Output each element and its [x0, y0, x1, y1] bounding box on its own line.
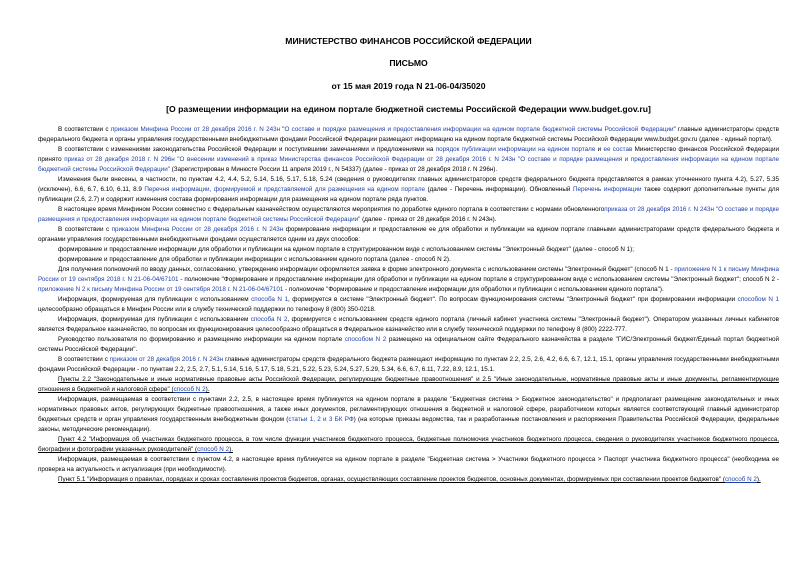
paragraph-text: " главные администраторы средств федерального бюджета и органы управления государственными внебюджетными фондами Российской Федерации размещают информацию на едином портале бюджетной системы Российской Федерации www.budget.gov.ru (далее - единый портал).: [38, 126, 779, 143]
document-link[interactable]: приказом от 28 декабря 2016 г. N 243н: [109, 356, 224, 363]
document-link[interactable]: ее состав: [603, 146, 633, 153]
document-link[interactable]: способом N 2: [344, 336, 387, 343]
paragraph: [38, 475, 779, 485]
paragraph-text: Руководство пользователя по формированию и размещению информации на едином портале: [58, 336, 345, 343]
paragraph: [38, 255, 779, 265]
document-link[interactable]: статьи 1, 2 и 3 БК РФ: [288, 416, 354, 423]
paragraph: [38, 395, 779, 435]
document-link[interactable]: способа N 1: [251, 296, 289, 303]
paragraph-text: размещено на официальном сайте Федерального казначейства в разделе "ГИС/Электронный бюджет/Единый портал бюджетной системы Российской Федерации".: [38, 336, 779, 353]
paragraph-text: и: [595, 146, 604, 153]
paragraph: [38, 175, 779, 205]
document-link[interactable]: приказ от 28 декабря 2018 г. N 296н "О внесении изменений в приказ Министерства финансов Российской Федерации от 28 декабря 2016 г. N 243н "О составе и порядке размещения и предоставления информации на едином портале бюджетной системы Российской Федерации": [38, 156, 779, 173]
paragraph: [38, 435, 779, 455]
paragraph: [38, 375, 779, 395]
paragraph-text: (Зарегистрирован в Минюсте России 11 апреля 2019 г., N 54337) (далее - приказ от 28 декабря 2018 г. N 296н).: [169, 166, 498, 173]
paragraph: [38, 145, 779, 175]
paragraph-text: , формируется с использованием средств единого портала (личный кабинет участника системы "Электронный бюджет"). Оператором указанных личных кабинетов является Федеральное казначейство, по вопросам их функционирования целесообразно обращаться в Федеральное казначейство или в службу технической поддержки по телефону 8 (800) 2222-777.: [38, 316, 779, 333]
paragraph: [38, 245, 779, 255]
paragraph-text: В соответствии с: [58, 126, 111, 133]
paragraph-text: формирование информации и предоставление ее для обработки и публикации на едином портале главными администраторами средств федерального бюджета и органами управления государственными внебюджетными фондами осуществляется одним из двух способов:: [38, 226, 779, 243]
document-link[interactable]: способ N 2: [724, 476, 757, 483]
paragraph: [38, 335, 779, 355]
paragraph-text: Изменения были внесены, в частности, по пунктам 4.2, 4.4, 5.2, 5.14, 5.16, 5.17, 5.18, 5.24 (сведения о руководителях главных администраторов средств федерального бюджета представляется в рамках уточненного пункта 4.2), 5.27, 5.35 (исключен), 6.6, 6.7, 6.10, 6.11, 8.9: [38, 176, 779, 193]
paragraph-text: Министерство финансов Российской Федерации принято: [38, 146, 779, 163]
paragraph-text: (далее - приказ от 28 декабря 2016 г. N 243н).: [360, 216, 497, 223]
paragraph-text: Пункт 5.1 "Информация о правилах, порядках и сроках составления проектов бюджетов, органах, осуществляющих составление проектов бюджетов, основных документах, формируемых при составлении проектов бюджетов" (: [58, 476, 725, 483]
document-link[interactable]: способ N 2: [197, 446, 230, 453]
paragraph: [38, 455, 779, 475]
paragraph: [38, 355, 779, 375]
paragraph-text: ).: [756, 476, 761, 483]
document-link[interactable]: порядок публикации информации на едином портале: [435, 146, 596, 153]
paragraph-text: , формируется в системе "Электронный бюджет". По вопросам функционирования системы "Электронный бюджет" при формировании информации: [288, 296, 738, 303]
paragraph: [38, 125, 779, 145]
document-link[interactable]: приложение N 1 к письму Минфина России от 19 сентября 2018 г. N 21-06-04/67101: [38, 266, 779, 283]
paragraph-text: главные администраторы средств федерального бюджета размещают информацию по пунктам 2.2, 2.5, 2.6, 4.2, 6.6, 6.7, 12.1, 15.1, органы управления государственными внебюджетными фондами Российской Федерации - по пунктам 2.2, 2.5, 2.7, 5.1, 5.14, 5.16, 5.17, 5.18, 5.21, 5.22, 5.23, 5.24, 5.27, 5.29, 5.34, 6.6, 6.7, 6.11, 7.22, 8.9, 12.1, 15.1.: [38, 356, 779, 373]
paragraph-text: ) (на которые приказы ведомства, так и разработанные постановления и распоряжения Правительства Российской Федерации, федеральные законы, методические рекомендации).: [38, 416, 779, 433]
document-link[interactable]: способа N 2: [250, 316, 288, 323]
paragraph-text: В соответствии с изменениями законодательства Российской Федерации и поступившими замечаниями и предложениями на: [58, 146, 436, 153]
document-link[interactable]: приказа от 28 декабря 2016 г. N 243н "О составе и порядке размещения и предоставления информации на едином портале бюджетной системы Российской Федерации": [38, 206, 779, 223]
paragraph-text: - полномочие "Формирование и предоставление информации для обработки и публикации с использованием единого портала").: [283, 286, 664, 293]
paragraph-text: ).: [229, 446, 233, 453]
paragraph-text: формирование и предоставление для обработки и публикации информации с использованием единого портала (далее - способ N 2).: [58, 256, 451, 263]
paragraph-text: В соответствии с: [58, 356, 110, 363]
paragraph-text: Информация, формируемая для публикации с использованием: [58, 296, 252, 303]
paragraph-text: ": [280, 126, 285, 133]
paragraph-text: ).: [205, 386, 210, 393]
document-link[interactable]: приложение N 2 к письму Минфина России от 19 сентября 2018 г. N 21-06-04/67101: [38, 286, 284, 293]
paragraph-text: Информация, размещаемая в соответствии с пунктом 4.2, в настоящее время публикуется на едином портале в разделе "Бюджетная система > Участники бюджетного процесса > Паспорт участника бюджетного процесса" (необходима ее проверка на актуальность и актуализация (при необходимости).: [38, 456, 779, 473]
paragraph-text: В настоящее время Минфином России совместно с Федеральным казначейством осуществляются мероприятия по доработке единого портала в соответствии с нормами обновленного: [58, 206, 605, 213]
paragraph-text: Пункты 2.2 "Законодательные и иные нормативные правовые акты Российской Федерации, регулирующие бюджетные правоотношения" и 2.5 "Иные законодательные, нормативные правовые акты и иные документы, регламентирующие отношения в бюджетной и налоговой сфере" (: [38, 376, 779, 393]
paragraph-text: (далее - Перечень информации). Обновленный: [425, 186, 573, 193]
paragraph: [38, 205, 779, 225]
document-link[interactable]: Перечень информации: [572, 186, 642, 193]
document-link[interactable]: способом N 1: [737, 296, 779, 303]
document-subject: [О размещении информации на едином портале бюджетной системы Российской Федерации www.budget.gov.ru]: [166, 104, 651, 114]
document-link[interactable]: Перечня информации, формируемой и представляемой для размещения на едином портале: [144, 186, 426, 193]
document-body: [38, 125, 779, 485]
document-link[interactable]: способ N 2: [173, 386, 206, 393]
paragraph-text: формирование и предоставление информации для обработки и публикации на едином портале в структурированном виде с использованием системы "Электронный бюджет" (далее - способ N 1);: [58, 246, 634, 253]
document-link[interactable]: приказом Минфина России от 28 декабря 2016 г. N 243н: [110, 126, 281, 133]
paragraph-text: Информация, размещаемая в соответствии с пунктами 2.2, 2.5, в настоящее время публикуется на едином портале в разделе "Бюджетная система > Бюджетное законодательство" и предполагает размещение законодательных и иных нормативных правовых актов, регулирующих бюджетные правоотношения, а также иных документов, регламентирующих отношения в бюджетной и налоговой сфере, разработчиком которых является соответствующий главный администратор бюджетных средств и орган управления государственным внебюджетным фондом (: [38, 396, 779, 423]
paragraph-text: Информация, формируемая для публикации с использованием: [58, 316, 251, 323]
paragraph-text: - полномочие "Формирование и предоставление информации для обработки и публикации на едином портале в структурированном виде с использованием системы "Электронный бюджет"; способ N 2 -: [178, 276, 779, 283]
paragraph-text: также содержит дополнительные пункты для публикации (2.6, 2.7) и содержит изменения состава формирования информации для размещения на едином портале ряда пунктов.: [38, 186, 779, 203]
document-link[interactable]: О составе и порядке размещения и предоставления информации на едином портале бюджетной системы Российской Федерации: [284, 126, 674, 133]
paragraph: [38, 265, 779, 295]
document-date-number: от 15 мая 2019 года N 21-06-04/35020: [331, 81, 486, 91]
paragraph: [38, 295, 779, 315]
paragraph-text: В соответствии с: [58, 226, 112, 233]
document-type: ПИСЬМО: [389, 58, 428, 68]
paragraph-text: целесообразно обращаться в Минфин России или в службу технической поддержки по телефону 8 (800) 350-0218.: [38, 306, 376, 313]
document-link[interactable]: приказом Минфина России от 28 декабря 2016 г. N 243н: [111, 226, 284, 233]
paragraph-text: Для получения полномочий по вводу данных, согласованию, утверждению информации оформляется заявка в форме электронного документа с использованием системы "Электронный бюджет" (способ N 1 -: [58, 266, 675, 273]
paragraph-text: Пункт 4.2 "Информация об участниках бюджетного процесса, в том числе функции участников бюджетного процесса, бюджетные полномочия участников бюджетного процесса, сведения о руководителях участников бюджетного процесса, биографии и фотографии указанных руководителей" (: [38, 436, 779, 453]
ministry-heading: МИНИСТЕРСТВО ФИНАНСОВ РОССИЙСКОЙ ФЕДЕРАЦИИ: [285, 36, 532, 46]
paragraph: [38, 315, 779, 335]
paragraph: [38, 225, 779, 245]
